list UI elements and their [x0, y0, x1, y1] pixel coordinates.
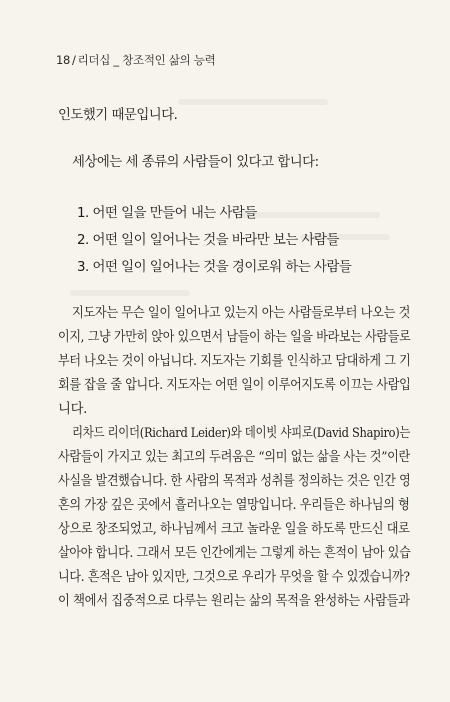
paragraph-continuation: 인도했기 때문입니다.: [58, 108, 178, 123]
list-item: 3. 어떤 일이 일어나는 것을 경이로워 하는 사람들: [77, 260, 352, 275]
list-item: 2. 어떤 일이 일어나는 것을 바라만 보는 사람들: [77, 233, 339, 248]
list-item: 1. 어떤 일을 만들어 내는 사람들: [77, 206, 257, 221]
show-through: [70, 290, 190, 296]
running-head-title: 리더십 _ 창조적인 삶의 능력: [77, 53, 216, 67]
body-line: 사실을 발견했습니다. 한 사람의 목적과 성취를 정의하는 것은 인간 영: [58, 474, 411, 489]
body-line: 니다.: [58, 402, 88, 417]
running-head: [56, 52, 215, 68]
show-through: [178, 99, 328, 105]
show-through: [240, 212, 380, 218]
body-line: 니다. 흔적은 남아 있지만, 그것으로 우리가 무엇을 할 수 있겠습니까?: [58, 570, 410, 585]
body-line: 살아야 합니다. 그래서 모든 인간에게는 그렇게 하는 흔적이 남아 있습: [58, 546, 411, 561]
page-number: 18: [56, 53, 71, 67]
body-line: 혼의 가장 깊은 곳에서 흘러나오는 열망입니다. 우리들은 하나님의 형: [58, 498, 410, 513]
body-line: 이 책에서 집중적으로 다루는 원리는 삶의 목적을 완성하는 사람들과: [58, 594, 410, 609]
body-line: 이지, 그냥 가만히 앉아 있으면서 남들이 하는 일을 바라보는 사람들로: [58, 330, 411, 345]
paragraph-intro: 세상에는 세 종류의 사람들이 있다고 합니다:: [72, 155, 319, 170]
running-head-separator: /: [72, 53, 76, 67]
body-line: 사람들이 가지고 있는 최고의 두려움은 “의미 없는 삶을 사는 것”이란: [58, 450, 410, 465]
body-line: 회를 잡을 줄 압니다. 지도자는 어떤 일이 이루어지도록 이끄는 사람입: [58, 378, 411, 393]
body-line: 리차드 리이더(Richard Leider)와 데이빗 샤피로(David Shapiro)는: [72, 426, 411, 441]
body-line: 부터 나오는 것이 아닙니다. 지도자는 기회를 인식하고 담대하게 그 기: [58, 354, 411, 369]
body-line: 상으로 창조되었고, 하나님께서 크고 놀라운 일을 하도록 만드신 대로: [58, 522, 410, 537]
body-line: 지도자는 무슨 일이 일어나고 있는지 아는 사람들로부터 나오는 것: [72, 306, 411, 321]
